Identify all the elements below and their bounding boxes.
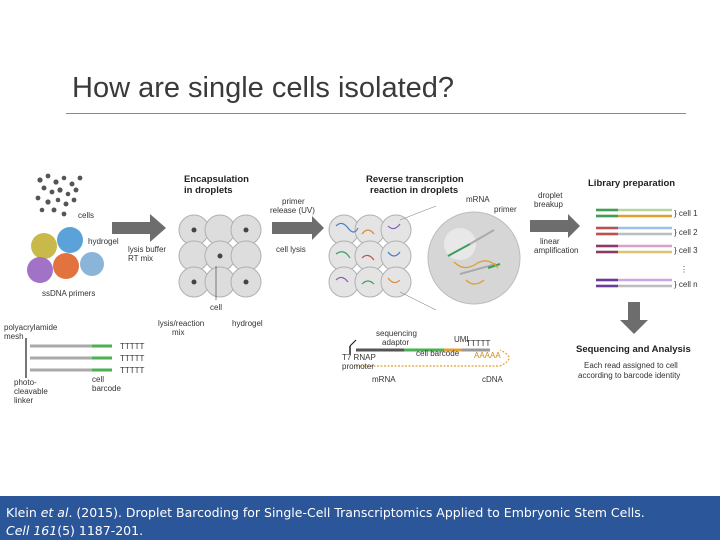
- arrow-droplet-breakup: [530, 214, 580, 238]
- cells-cluster: [36, 174, 83, 217]
- ssdna-primers-label: ssDNA primers: [42, 289, 96, 298]
- citation-pages: (5) 1187-201.: [57, 523, 144, 538]
- rt-header: Reverse transcription reaction in droplets: [366, 174, 464, 196]
- polyT-3: TTTTT: [120, 366, 145, 375]
- hydrogels-label: hydrogel: [88, 237, 119, 246]
- library-reads: [596, 210, 672, 286]
- umi-label: UMI: [454, 335, 469, 344]
- primer-strands: [26, 338, 112, 378]
- cell-barcode-small-label: cell barcode: [92, 375, 121, 393]
- t7-promoter-label: T7 RNAP promoter: [342, 353, 376, 371]
- sequencing-header: Sequencing and Analysis: [576, 344, 691, 355]
- sequencing-adaptor-label: sequencing adaptor: [376, 329, 417, 347]
- polyT-construct: TTTTT: [466, 339, 491, 348]
- library-prep-header: Library preparation: [588, 178, 676, 189]
- cell-barcode-label: cell barcode: [416, 349, 460, 358]
- cell-2-label: } cell 2: [674, 228, 698, 237]
- hydrogel-beads: [27, 227, 104, 283]
- read-assignment-label: Each read assigned to cell according to barcode identity: [578, 361, 681, 380]
- citation-text: [6, 504, 645, 540]
- lysis-buffer-label: lysis buffer RT mix: [128, 245, 167, 263]
- citation-journal: Cell 161: [6, 523, 58, 538]
- slide-title: How are single cells isolated?: [72, 72, 455, 104]
- polyA-label: AAAAA: [474, 351, 501, 360]
- ellipsis-dots: ⋮: [680, 265, 688, 274]
- cells-label: cells: [78, 211, 95, 220]
- citation-authors: Klein: [6, 505, 41, 520]
- linear-amplification-label: linear amplification: [534, 237, 579, 255]
- photo-cleavable-linker-label: photo- cleavable linker: [14, 378, 48, 405]
- citation-etal: et al: [40, 505, 69, 520]
- hydrogel-below-label: hydrogel: [232, 319, 263, 328]
- arrow-primer-release: [272, 216, 324, 240]
- zoomed-droplet: [428, 212, 520, 304]
- primer-release-label: primer release (UV): [270, 197, 315, 215]
- citation-title: . (2015). Droplet Barcoding for Single-Cell Transcriptomics Applied to Embryonic Stem Cells.: [68, 505, 645, 520]
- droplet-breakup-label: droplet breakup: [534, 191, 563, 209]
- primer-label: primer: [494, 205, 517, 214]
- cell-n-label: } cell n: [674, 280, 698, 289]
- arrow-to-encapsulation: [112, 214, 166, 242]
- inDrop-workflow-diagram: [0, 160, 720, 420]
- cell-lysis-label: cell lysis: [276, 245, 306, 254]
- lysis-reaction-mix-label: lysis/reaction mix: [158, 319, 205, 337]
- encapsulation-header: Encapsulation in droplets: [184, 174, 249, 196]
- cell-label: cell: [210, 303, 223, 312]
- polyT-2: TTTTT: [120, 354, 145, 363]
- cell-1-label: } cell 1: [674, 209, 698, 218]
- title-divider: [66, 113, 686, 114]
- mrna-top-label: mRNA: [466, 195, 490, 204]
- cell-3-label: } cell 3: [674, 246, 698, 255]
- cdna-label: cDNA: [482, 375, 503, 384]
- polyacrylamide-mesh-label: polyacrylamide mesh: [4, 323, 58, 341]
- arrow-to-sequencing: [620, 302, 648, 334]
- polyT-1: TTTTT: [120, 342, 145, 351]
- mrna-bottom-label: mRNA: [372, 375, 396, 384]
